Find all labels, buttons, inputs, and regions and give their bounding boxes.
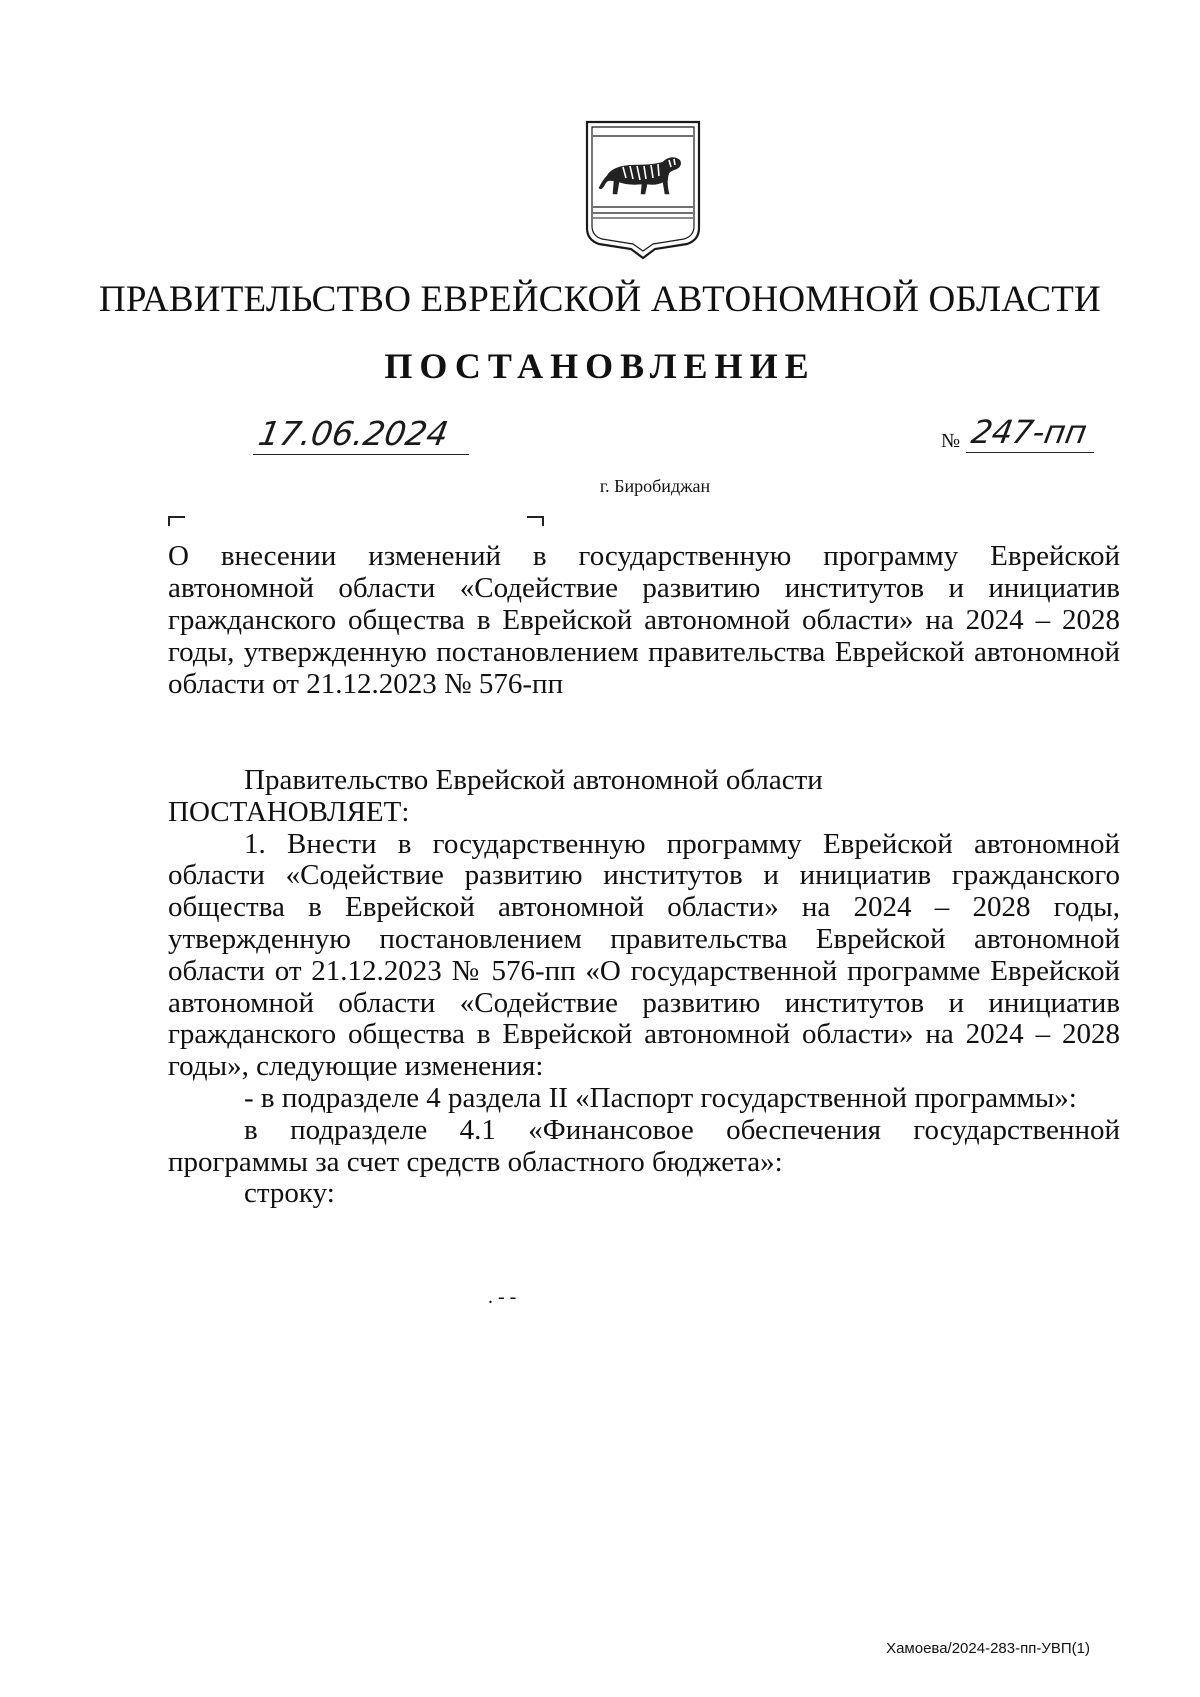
document-body xyxy=(168,765,1120,1210)
body-paragraph: в подразделе 4.1 «Финансовое обеспечения государственной программы за счет средств областного бюджета»: xyxy=(168,1113,1120,1178)
body-paragraph: Правительство Еврейской автономной области xyxy=(244,764,823,796)
handwritten-number: 247-пп xyxy=(968,413,1090,451)
body-paragraph: 1. Внести в государственную программу Еврейской автономной области «Содействие развитию институтов и инициатив гражданского общества в Еврейской автономной области» на 2024 – 2028 годы, утвержденную постановлением правительства Еврейской автономной области от 21.12.2023 № 576-пп «О государственной программе Еврейской автономной области «Содействие развитию институтов и инициатив гражданского общества в Еврейской автономной области» на 2024 – 2028 годы», следующие изменения: xyxy=(168,827,1120,1083)
body-paragraph-decree: ПОСТАНОВЛЯЕТ: xyxy=(168,795,410,828)
document-kind-title: ПОСТАНОВЛЕНИЕ xyxy=(384,346,816,386)
tiger-icon xyxy=(599,158,681,194)
document-subject: О внесении изменений в государственную программу Еврейской автономной области «Содействие развитию институтов и инициатив гражданского общества в Еврейской автономной области» на 2024 – 2028 годы, утвержденную постановлением правительства Еврейской автономной области от 21.12.2023 № 576-пп xyxy=(168,540,1120,700)
city-name: г. Биробиджан xyxy=(599,476,711,496)
number-label: № xyxy=(941,430,961,452)
number-field xyxy=(966,412,1094,453)
executor-stamp: Хамоева/2024-283-пп-УВП(1) xyxy=(886,1640,1090,1657)
body-paragraph: строку: xyxy=(244,1177,335,1210)
organization-title: ПРАВИТЕЛЬСТВО ЕВРЕЙСКОЙ АВТОНОМНОЙ ОБЛАСТИ xyxy=(99,279,1101,320)
body-paragraph: - в подразделе 4 раздела II «Паспорт государственной программы»: xyxy=(244,1081,1077,1114)
handwritten-date: 17.06.2024 xyxy=(255,414,452,453)
scan-dots: . - - xyxy=(488,1286,517,1308)
coat-of-arms-emblem xyxy=(583,118,703,260)
corner-mark-right xyxy=(527,516,544,526)
date-field xyxy=(253,412,469,455)
corner-mark-left xyxy=(168,516,185,526)
